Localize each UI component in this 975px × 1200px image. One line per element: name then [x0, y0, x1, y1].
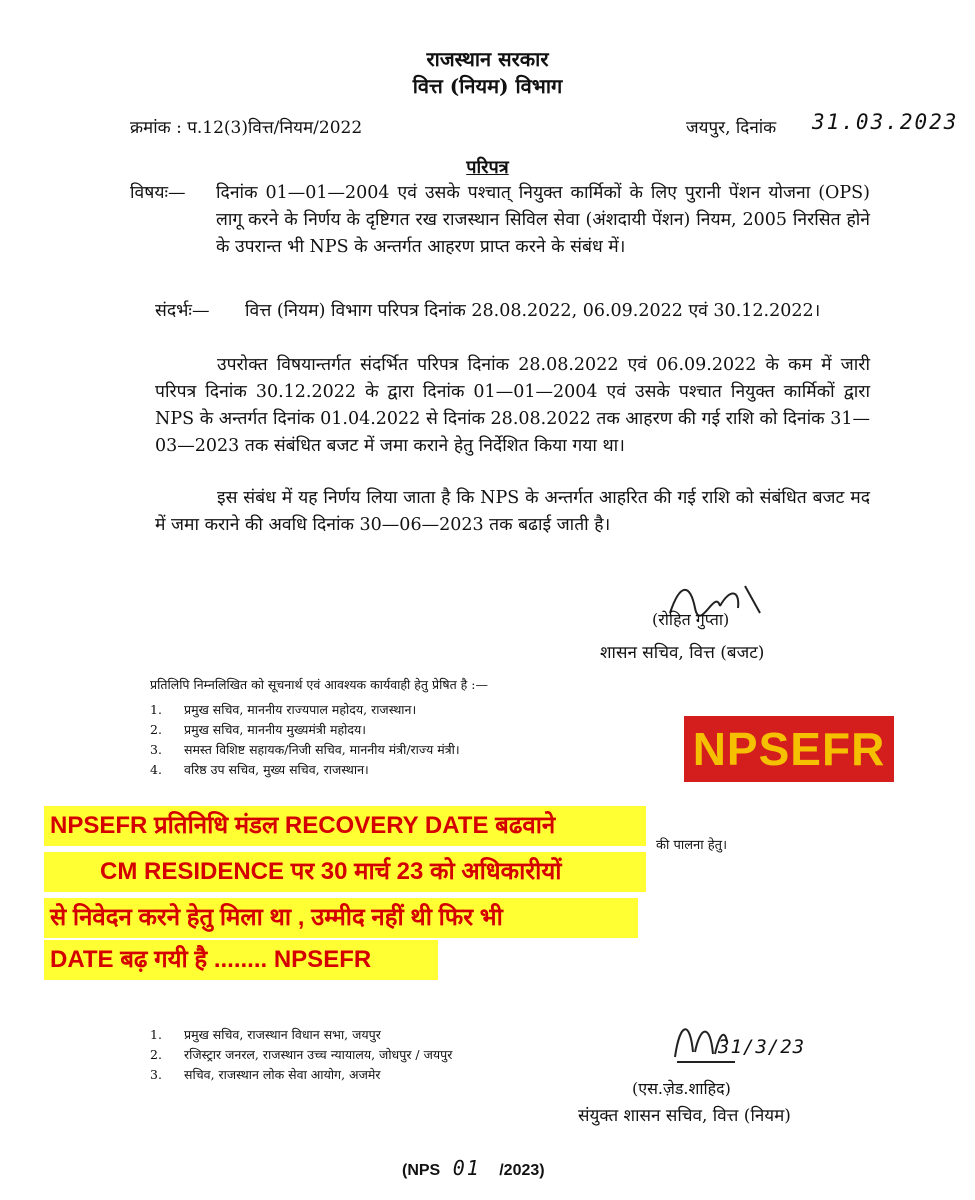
list-item: 3. सचिव, राजस्थान लोक सेवा आयोग, अजमेर — [150, 1067, 381, 1082]
copy-list-1 — [150, 700, 610, 780]
list-item: 3. समस्त विशिष्ट सहायक/निजी सचिव, माननीय मंत्री/राज्य मंत्री। — [150, 742, 460, 757]
list-item: 1. प्रमुख सचिव, माननीय राज्यपाल महोदय, राजस्थान। — [150, 702, 417, 717]
circular-title: परिपत्र — [466, 157, 509, 178]
department-name: वित्त (नियम) विभाग — [412, 74, 563, 98]
reference-number: क्रमांक : प.12(3)वित्त/नियम/2022 — [130, 118, 363, 138]
footer-reference — [402, 1156, 545, 1180]
paragraph-2: इस संबंध में यह निर्णय लिया जाता है कि NPS के अन्तर्गत आहरित की गई राशि को संबंधित बजट मद में जमा कराने की अवधि दिनांक 30—06—2023 तक बढाई जाती है। — [155, 488, 870, 535]
overlay-line-3: से निवेदन करने हेतु मिला था , उम्मीद नहीं थी फिर भी — [44, 898, 638, 938]
signatory-2-name: (एस.ज़ेड.शाहिद) — [632, 1079, 731, 1098]
reference-text: वित्त (नियम) विभाग परिपत्र दिनांक 28.08.2022, 06.09.2022 एवं 30.12.2022। — [245, 301, 821, 321]
footer-prefix: (NPS — [402, 1162, 441, 1179]
signatory-2-designation: संयुक्त शासन सचिव, वित्त (नियम) — [578, 1106, 791, 1126]
list-item: 4. वरिष्ठ उप सचिव, मुख्य सचिव, राजस्थान। — [150, 762, 369, 777]
subject-text: दिनांक 01—01—2004 एवं उसके पश्चात् नियुक्त कार्मिकों के लिए पुरानी पेंशन योजना (OPS) लागू करने के निर्णय के दृष्टिगत रख राजस्थान सिविल सेवा (अंशदायी पेंशन) नियम, 2005 निरसित होने के उपरान्त भी NPS के अन्तर्गत आहरण प्राप्त करने के संबंध में। — [216, 183, 870, 257]
copy-trailing-text: की पालना हेतु। — [656, 838, 728, 853]
signatory-1-name: (रोहित गुप्ता) — [652, 610, 730, 629]
signatory-2-handwritten-date: 31/3/23 — [718, 1036, 806, 1058]
overlay-line-2: CM RESIDENCE पर 30 मार्च 23 को अधिकारीयों — [44, 852, 646, 892]
reference-label: संदर्भः— — [155, 301, 210, 321]
signatory-1-designation: शासन सचिव, वित्त (बजट) — [600, 643, 765, 663]
list-item: 2. प्रमुख सचिव, माननीय मुख्यमंत्री महोदय। — [150, 722, 366, 737]
list-item: 1. प्रमुख सचिव, राजस्थान विधान सभा, जयपुर — [150, 1027, 381, 1042]
list-item: 2. रजिस्ट्रार जनरल, राजस्थान उच्च न्यायालय, जोधपुर / जयपुर — [150, 1047, 453, 1062]
handwritten-date: 31.03.2023 — [812, 110, 959, 134]
copy-list-2 — [150, 1025, 610, 1085]
government-name: राजस्थान सरकार — [426, 47, 549, 71]
footer-suffix: /2023) — [499, 1162, 545, 1179]
paragraph-1: उपरोक्त विषयान्तर्गत संदर्भित परिपत्र दिनांक 28.08.2022 एवं 06.09.2022 के कम में जारी परिपत्र दिनांक 30.12.2022 के द्वारा दिनांक 01—01—2004 एवं उसके पश्चात नियुक्त कार्मिकों द्वारा NPS के अन्तर्गत दिनांक 01.04.2022 से दिनांक 28.08.2022 तक आहरण की गई राशि को दिनांक 31—03—2023 तक संबंधित बजट में जमा कराने हेतु निर्देशित किया गया था। — [155, 355, 870, 456]
subject-label: विषयः— — [130, 183, 186, 203]
footer-handwritten-number: 01 — [452, 1156, 481, 1180]
overlay-line-4: DATE बढ़ गयी है ........ NPSEFR — [44, 940, 438, 980]
place-date-label: जयपुर, दिनांक — [686, 118, 777, 138]
npsefr-logo: NPSEFR — [684, 716, 894, 782]
copy-intro: प्रतिलिपि निम्नलिखित को सूचनार्थ एवं आवश्यक कार्यवाही हेतु प्रेषित है :— — [150, 677, 488, 692]
overlay-line-1: NPSEFR प्रतिनिधि मंडल RECOVERY DATE बढवाने — [44, 806, 646, 846]
